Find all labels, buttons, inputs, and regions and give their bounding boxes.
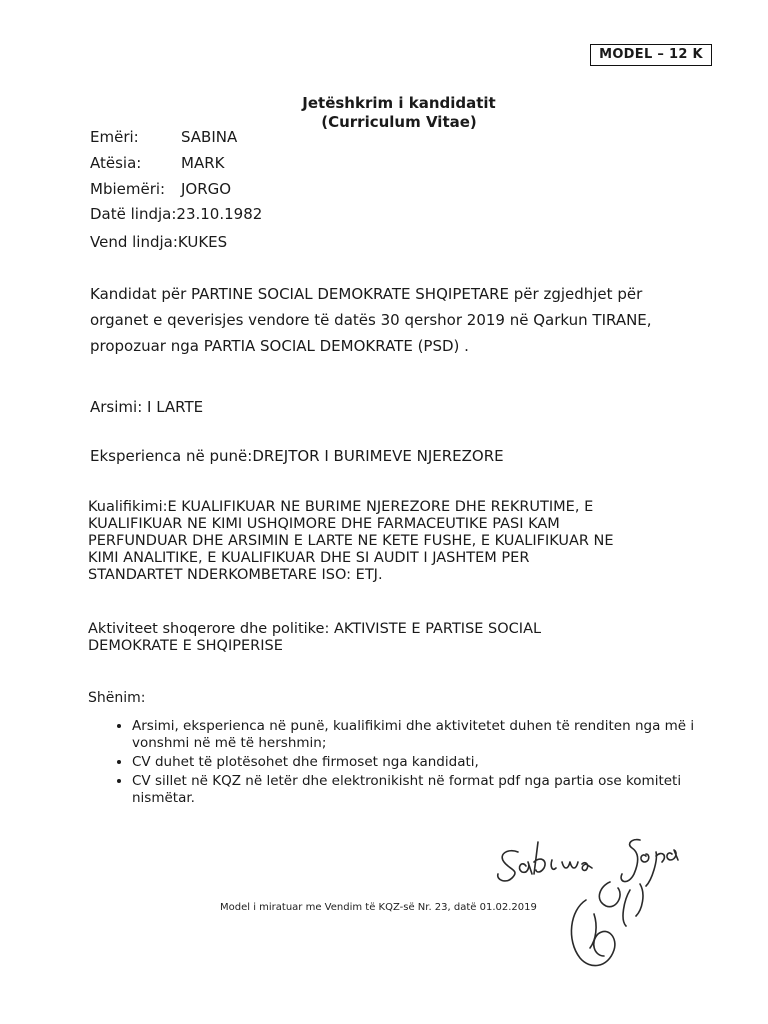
kualifikimi-line-2: KUALIFIKUAR NE KIMI USHQIMORE DHE FARMACEUTIKE PASI KAM xyxy=(88,516,560,532)
kualifikimi-line-5: STANDARTET NDERKOMBETARE ISO: ETJ. xyxy=(88,567,383,583)
field-datelindja xyxy=(90,205,262,223)
shenim-label: Shënim: xyxy=(88,690,146,706)
eksperienca-line: Eksperienca në punë:DREJTOR I BURIMEVE NJEREZORE xyxy=(90,447,504,465)
document-title: Jetëshkrim i kandidatit xyxy=(302,94,496,112)
candidate-line-2: organet e qeverisjes vendore të datës 30 qershor 2019 në Qarkun TIRANE, xyxy=(90,311,652,329)
aktivitete-line-1: Aktiviteet shoqerore dhe politike: AKTIVISTE E PARTISE SOCIAL xyxy=(88,621,542,637)
field-emri-value: SABINA xyxy=(181,128,238,146)
document-subtitle: (Curriculum Vitae) xyxy=(321,113,477,131)
kualifikimi-line-1: Kualifikimi:E KUALIFIKUAR NE BURIME NJEREZORE DHE REKRUTIME, E xyxy=(88,499,594,515)
field-vendlindja xyxy=(90,233,227,251)
field-mbiemri-label: Mbiemëri: xyxy=(90,180,166,198)
note-item: • CV duhet të plotësohet dhe firmoset nga kandidati, xyxy=(132,754,712,771)
field-datelindja-value: 23.10.1982 xyxy=(176,205,263,223)
field-datelindja-label: Datë lindja: xyxy=(90,205,177,223)
note-item: • Arsimi, eksperienca në punë, kualifikimi dhe aktivitetet duhen të renditen nga më i vonshmi në më të hershmin; xyxy=(132,718,712,752)
aktivitete-line-2: DEMOKRATE E SHQIPERISE xyxy=(88,638,283,654)
field-emri-label: Emëri: xyxy=(90,128,139,146)
model-label-box: MODEL – 12 K xyxy=(590,44,712,66)
candidate-line-3: propozuar nga PARTIA SOCIAL DEMOKRATE (PSD) . xyxy=(90,337,469,355)
notes-list xyxy=(88,718,712,809)
footer-note: Model i miratuar me Vendim të KQZ-së Nr. 23, datë 01.02.2019 xyxy=(220,902,537,913)
field-atesia xyxy=(90,154,225,172)
kualifikimi-paragraph xyxy=(88,499,688,584)
candidate-paragraph xyxy=(90,281,690,359)
kualifikimi-line-3: PERFUNDUAR DHE ARSIMIN E LARTE NE KETE FUSHE, E KUALIFIKUAR NE xyxy=(88,533,614,549)
kualifikimi-line-4: KIMI ANALITIKE, E KUALIFIKUAR DHE SI AUDIT I JASHTEM PER xyxy=(88,550,530,566)
field-atesia-value: MARK xyxy=(181,154,225,172)
note-item: • CV sillet në KQZ në letër dhe elektronikisht në format pdf nga partia ose komiteti nismëtar. xyxy=(132,773,712,807)
arsimi-line: Arsimi: I LARTE xyxy=(90,398,204,416)
field-mbiemri xyxy=(90,180,232,198)
candidate-line-1: Kandidat për PARTINE SOCIAL DEMOKRATE SHQIPETARE për zgjedhjet për xyxy=(90,285,643,303)
aktivitete-paragraph xyxy=(88,621,688,655)
field-vendlindja-label: Vend lindja: xyxy=(90,233,178,251)
field-atesia-label: Atësia: xyxy=(90,154,142,172)
field-emri xyxy=(90,128,238,146)
field-vendlindja-value: KUKES xyxy=(177,233,228,251)
handwritten-signature xyxy=(490,830,720,980)
field-mbiemri-value: JORGO xyxy=(181,180,232,198)
